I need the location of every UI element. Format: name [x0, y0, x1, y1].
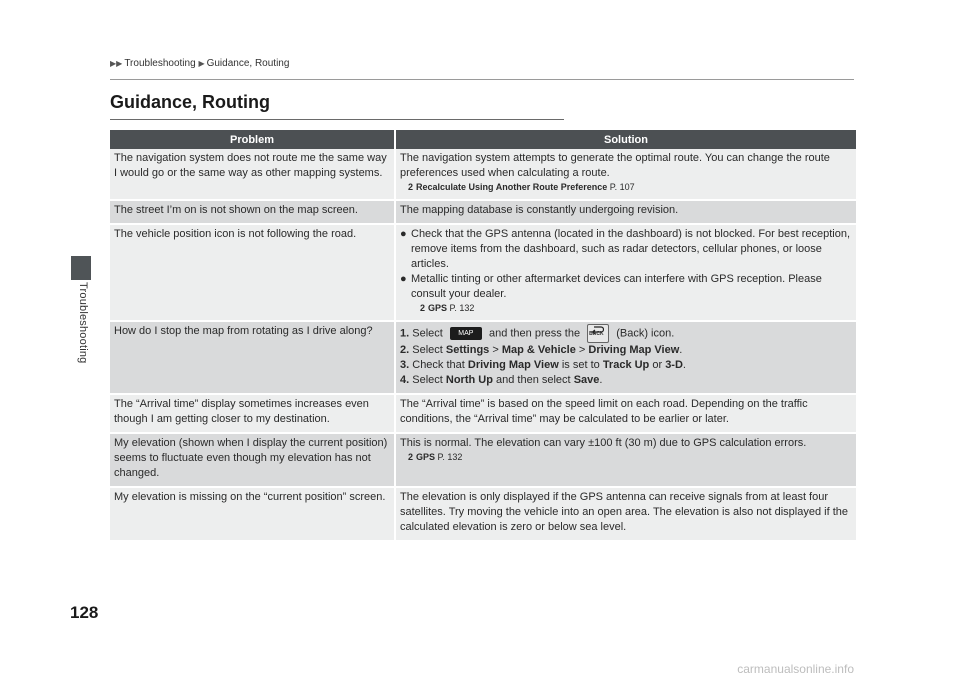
- solution-cell: [396, 434, 856, 488]
- reference-page: P. 132: [449, 303, 475, 313]
- step-end: .: [682, 359, 686, 371]
- title-underline: [110, 119, 564, 120]
- cross-reference[interactable]: [400, 451, 851, 464]
- problem-cell: My elevation is missing on the “current position” screen.: [110, 488, 396, 542]
- breadcrumb-item-troubleshooting[interactable]: Troubleshooting: [124, 58, 196, 69]
- reference-page: P. 107: [609, 182, 635, 192]
- bullet-item: [400, 272, 851, 302]
- solution-text: The navigation system attempts to generate the optimal route. You can change the route preferences used when calculating a route.: [400, 152, 830, 179]
- solution-cell: [396, 225, 856, 322]
- menu-term: Map & Vehicle: [501, 344, 576, 356]
- map-button-icon: MAP: [450, 327, 482, 340]
- step-1: [400, 324, 851, 343]
- section-tab-marker: [71, 256, 91, 280]
- breadcrumb: [110, 58, 289, 69]
- step-text: and then press the: [488, 327, 581, 340]
- back-icon-label: BACK: [589, 331, 604, 337]
- cross-reference[interactable]: [400, 181, 851, 194]
- reference-title[interactable]: Recalculate Using Another Route Preference: [416, 182, 608, 192]
- back-icon: [587, 324, 609, 343]
- step-text: is set to: [561, 359, 600, 371]
- step-number: 2.: [400, 344, 410, 356]
- reference-icon: 2: [408, 452, 414, 462]
- reference-title[interactable]: GPS: [428, 303, 448, 313]
- step-text: Select: [412, 344, 443, 356]
- step-number: 1.: [400, 327, 410, 340]
- solution-cell: The “Arrival time” is based on the speed limit on each road. Depending on the traffic conditions, the “Arrival time” may be calculated to be earlier or later.: [396, 395, 856, 434]
- menu-term: Driving Map View: [467, 359, 559, 371]
- problem-cell: The vehicle position icon is not following the road.: [110, 225, 396, 322]
- problem-cell: How do I stop the map from rotating as I drive along?: [110, 322, 396, 395]
- step-separator: >: [492, 344, 499, 356]
- menu-term: Driving Map View: [588, 344, 680, 356]
- problem-column-header: Problem: [110, 130, 396, 149]
- step-separator: >: [578, 344, 586, 356]
- solution-cell: [396, 149, 856, 201]
- problem-cell: The “Arrival time” display sometimes increases even though I am getting closer to my destination.: [110, 395, 396, 434]
- solution-cell: [396, 322, 856, 395]
- table-row: [110, 434, 856, 488]
- step-text: and then select: [496, 374, 571, 386]
- bullet-dot-icon: ●: [400, 273, 407, 285]
- step-4: [400, 373, 851, 388]
- menu-term: Track Up: [602, 359, 650, 371]
- problem-cell: My elevation (shown when I display the current position) seems to fluctuate even though my elevation has not changed.: [110, 434, 396, 488]
- step-text: Select: [412, 374, 443, 386]
- step-text: or: [652, 359, 663, 371]
- section-side-label: Troubleshooting: [77, 282, 89, 364]
- bullet-item: [400, 227, 851, 272]
- step-end: .: [679, 344, 683, 356]
- bullet-text: Check that the GPS antenna (located in the dashboard) is not blocked. For best reception, remove items from the dashboard, such as radar detectors, cellular phones, or loose articles.: [411, 228, 851, 270]
- breadcrumb-arrow-icon: ▶▶: [110, 59, 123, 68]
- reference-icon: 2: [408, 182, 414, 192]
- table-row: [110, 395, 856, 434]
- page-title: Guidance, Routing: [110, 92, 270, 112]
- menu-term: North Up: [445, 374, 493, 386]
- menu-term: Save: [573, 374, 600, 386]
- page-number: 128: [70, 603, 99, 622]
- reference-title[interactable]: GPS: [416, 452, 436, 462]
- table-row: [110, 322, 856, 395]
- table-row: [110, 149, 856, 201]
- bullet-dot-icon: ●: [400, 228, 407, 240]
- step-text: Select: [412, 327, 443, 340]
- watermark: carmanualsonline.info: [737, 662, 854, 676]
- reference-icon: 2: [420, 303, 426, 313]
- menu-term: 3-D: [665, 359, 683, 371]
- bullet-text: Metallic tinting or other aftermarket devices can interfere with GPS reception. Please consult your dealer.: [411, 273, 822, 300]
- step-end: .: [599, 374, 603, 386]
- solution-cell: The mapping database is constantly undergoing revision.: [396, 201, 856, 225]
- breadcrumb-arrow-icon: ▶: [198, 59, 205, 68]
- step-number: 3.: [400, 359, 410, 371]
- menu-term: Settings: [445, 344, 490, 356]
- troubleshooting-table: [110, 130, 856, 542]
- breadcrumb-item-guidance-routing[interactable]: Guidance, Routing: [206, 58, 290, 69]
- header-divider: [110, 79, 854, 80]
- step-3: [400, 358, 851, 373]
- solution-cell: The elevation is only displayed if the GPS antenna can receive signals from at least four satellites. Try moving the vehicle into an open area. The elevation is also not displayed if the calculated elevation is zero or below sea level.: [396, 488, 856, 542]
- table-row: [110, 225, 856, 322]
- step-2: [400, 343, 851, 358]
- table-row: [110, 488, 856, 542]
- table-row: [110, 201, 856, 225]
- problem-cell: The navigation system does not route me the same way I would go or the same way as other mapping systems.: [110, 149, 396, 201]
- problem-cell: The street I’m on is not shown on the map screen.: [110, 201, 396, 225]
- solution-column-header: Solution: [396, 130, 856, 149]
- step-text: Check that: [412, 359, 465, 371]
- solution-text: This is normal. The elevation can vary ±100 ft (30 m) due to GPS calculation errors.: [400, 437, 807, 449]
- cross-reference[interactable]: [400, 302, 851, 315]
- step-text: (Back) icon.: [616, 327, 675, 340]
- step-number: 4.: [400, 374, 410, 386]
- reference-page: P. 132: [437, 452, 463, 462]
- table-header-row: [110, 130, 856, 149]
